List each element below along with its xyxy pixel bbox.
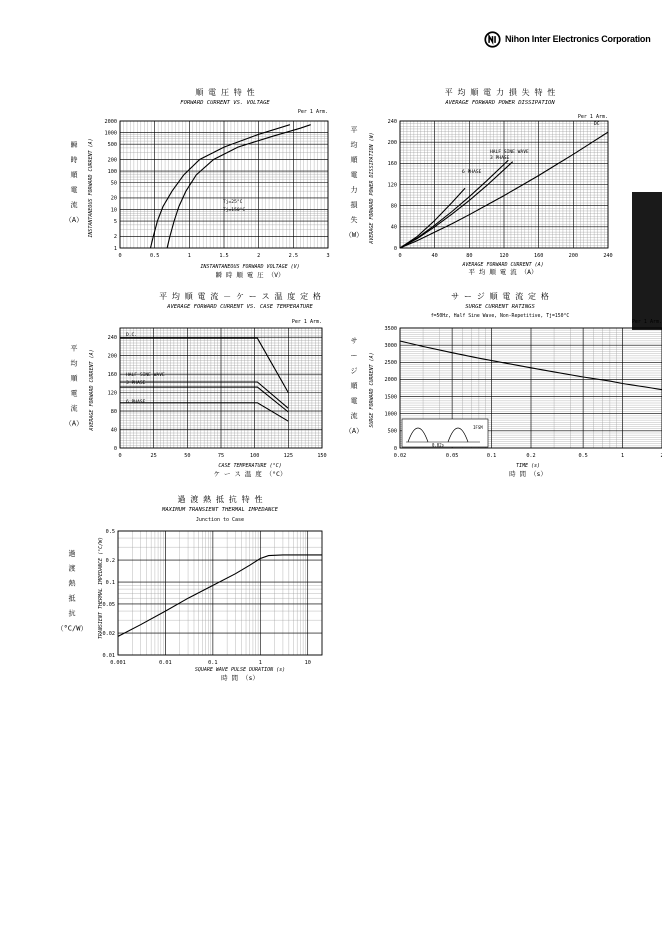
x-axis-label-jp: 平 均 順 電 流 （A）	[468, 268, 538, 276]
x-tick-label: 0.001	[110, 660, 126, 666]
y-label-char: 電	[70, 389, 78, 398]
chart-note: Per 1 Arm.	[291, 319, 322, 325]
x-tick-label: 3	[326, 253, 330, 259]
y-label-char: 均	[350, 141, 358, 149]
x-tick-label: 125	[283, 453, 294, 459]
y-tick-label: 0.01	[102, 652, 115, 659]
y-label-char: （A）	[344, 427, 364, 435]
y-label-char: 抗	[68, 609, 76, 618]
y-axis-label-jp	[345, 126, 363, 239]
x-tick-label: 25	[150, 453, 157, 459]
y-axis-label-jp	[57, 549, 88, 633]
y-tick-label: 40	[390, 224, 397, 231]
x-axis-label: SQUARE WAVE PULSE DURATION (s)	[194, 667, 286, 673]
x-tick-label: 0.1	[208, 660, 218, 666]
y-axis-label: AVERAGE FORWARD POWER DISSIPATION (W)	[369, 132, 375, 244]
x-axis-label-jp: 時 間 （s）	[509, 470, 547, 478]
tj-25-label: Tj=25°C	[223, 200, 243, 205]
y-tick-label: 80	[110, 408, 117, 415]
x-tick-label: 100	[249, 453, 260, 459]
y-axis-label: INSTANTANEOUS FORWARD CURRENT (A)	[88, 138, 94, 238]
x-tick-label: 240	[603, 253, 613, 259]
x-tick-label: 0.1	[486, 453, 497, 459]
x-axis-label: AVERAGE FORWARD CURRENT (A)	[462, 262, 544, 268]
x-axis-label-jp: ケ ー ス 温 度 （°C）	[213, 470, 287, 478]
y-tick-label: 5	[113, 218, 117, 225]
y-axis-label: TRANSIENT THERMAL IMPEDANCE (°C/W)	[98, 536, 104, 640]
y-label-char: 均	[70, 359, 78, 368]
y-tick-label: 10	[110, 207, 117, 214]
x-tick-label: 40	[431, 253, 438, 259]
y-axis-label-jp	[65, 140, 83, 224]
y-tick-label: 3500	[384, 325, 397, 332]
y-tick-label: 50	[110, 180, 117, 187]
y-tick-label: 40	[110, 427, 117, 434]
y-tick-label: 200	[387, 139, 397, 146]
x-tick-label: 1	[187, 253, 191, 259]
y-label-char: 失	[350, 216, 358, 224]
y-label-char: 流	[350, 412, 358, 420]
chart-subtitle: Junction to Case	[195, 517, 245, 523]
y-label-char: ジ	[350, 367, 358, 375]
y-tick-label: 2	[113, 234, 117, 241]
y-label-char: 順	[350, 382, 358, 390]
x-axis-label: CASE TEMPERATURE (°C)	[218, 463, 282, 469]
y-tick-label: 20	[110, 195, 117, 202]
y-tick-label: 0	[113, 445, 117, 452]
x-tick-label: 75	[217, 453, 225, 459]
y-tick-label: 3000	[384, 342, 397, 349]
y-tick-label: 120	[107, 390, 117, 397]
y-axis-label-jp	[345, 337, 363, 435]
peak-label: IFSM	[473, 425, 483, 430]
x-axis-label-jp: 瞬 時 順 電 圧 （V）	[215, 271, 285, 279]
y-label-char: （A）	[64, 216, 84, 224]
x-tick-label: 1.5	[219, 253, 229, 259]
waveform-inset	[402, 419, 488, 447]
company-logo-icon	[484, 31, 501, 48]
y-tick-label: 80	[390, 203, 397, 210]
y-tick-label: 160	[107, 371, 117, 378]
y-tick-label: 1000	[104, 130, 117, 137]
x-tick-label: 0	[118, 253, 122, 259]
chart-title-jp: 順 電 圧 特 性	[195, 88, 255, 97]
x-tick-label: 2.5	[288, 253, 299, 259]
y-tick-label: 120	[387, 182, 397, 189]
plot-area	[103, 529, 323, 666]
chart-title-jp: 平 均 順 電 力 損 失 特 性	[444, 88, 556, 97]
y-label-char: 熱	[68, 579, 76, 588]
y-label-char: （°C/W）	[56, 624, 88, 633]
x-tick-label: 1	[621, 453, 625, 459]
y-label-char: 平	[350, 126, 358, 134]
chart-title: FORWARD CURRENT VS. VOLTAGE	[180, 100, 270, 106]
y-axis-label: SURGE FORWARD CURRENT (A)	[369, 352, 375, 428]
chart-title: MAXIMUM TRANSIENT THERMAL IMPEDANCE	[162, 507, 278, 513]
x-tick-label: 0.5	[149, 253, 160, 259]
y-tick-label: 0	[393, 445, 397, 452]
y-tick-label: 0.2	[105, 557, 115, 564]
y-label-char: 順	[70, 171, 78, 179]
y-tick-label: 1000	[384, 411, 397, 418]
x-tick-label: 0.5	[578, 453, 588, 459]
y-tick-label: 100	[107, 168, 117, 175]
series-line	[400, 162, 513, 248]
chart-title: SURGE CURRENT RATINGS	[465, 304, 535, 310]
y-tick-label: 0.02	[102, 630, 115, 637]
x-tick-label: 0.2	[526, 453, 536, 459]
x-tick-label: 80	[466, 253, 473, 259]
section-tab	[632, 192, 662, 330]
y-axis-label: AVERAGE FORWARD CURRENT (A)	[89, 349, 95, 431]
y-label-char: 順	[350, 156, 358, 164]
x-tick-label: 160	[533, 253, 544, 259]
chart-title: AVERAGE FORWARD CURRENT VS. CASE TEMPERATURE	[167, 304, 313, 310]
chart-power-dissipation	[340, 83, 630, 283]
y-tick-label: 500	[387, 428, 397, 435]
y-tick-label: 240	[387, 118, 397, 125]
six-phase-label: 6 PHASE	[126, 400, 146, 405]
y-label-char: 瞬	[70, 141, 78, 149]
y-tick-label: 240	[107, 335, 117, 342]
period-label: 0.02s	[431, 442, 445, 448]
y-tick-label: 2000	[384, 377, 397, 384]
series-line	[118, 555, 322, 637]
chart-note: Per 1 Arm.	[577, 114, 608, 120]
chart-case-temperature	[60, 290, 350, 485]
chart-forward-voltage	[60, 83, 350, 283]
y-tick-label: 200	[107, 353, 117, 360]
y-label-char: 電	[350, 397, 358, 405]
company-brand	[484, 31, 651, 47]
y-label-char: （W）	[344, 231, 364, 239]
x-tick-label: 150	[317, 453, 327, 459]
tj-150-label: Tj=150°C	[223, 208, 246, 213]
y-label-char: 抵	[68, 594, 76, 603]
y-tick-label: 160	[387, 161, 397, 168]
x-tick-label: 10	[304, 660, 311, 666]
chart-subtitle: f=50Hz, Half Sine Wave, Non-Repetitive, Tj=150°C	[430, 314, 570, 319]
y-label-char: 流	[70, 201, 78, 209]
x-axis-label-jp: 時 間 （s）	[221, 674, 259, 682]
series-line	[400, 188, 465, 248]
six-phase-label: 6 PHASE	[462, 170, 482, 175]
x-tick-label: 2	[257, 253, 261, 259]
y-label-char: サ	[350, 337, 358, 345]
y-tick-label: 1500	[384, 394, 397, 401]
y-tick-label: 0	[393, 245, 397, 252]
x-tick-label: 0	[118, 453, 122, 459]
x-axis-label: INSTANTANEOUS FORWARD VOLTAGE (V)	[200, 264, 300, 270]
half-sine-label: HALF SINE WAVE	[126, 373, 165, 378]
chart-title: AVERAGE FORWARD POWER DISSIPATION	[445, 100, 555, 106]
y-label-char: 流	[70, 404, 78, 413]
y-tick-label: 0.1	[105, 579, 115, 586]
y-label-char: ー	[350, 352, 358, 360]
chart-title-jp: サ ー ジ 順 電 流 定 格	[451, 292, 549, 301]
chart-title-jp: 平 均 順 電 流 － ケ ー ス 温 度 定 格	[159, 292, 321, 301]
company-name: Nihon Inter Electronics Corporation	[505, 34, 651, 44]
y-label-char: 渡	[68, 564, 76, 573]
y-label-char: （A）	[64, 419, 84, 428]
x-tick-label: 1	[258, 660, 262, 666]
y-label-char: 過	[68, 549, 76, 558]
plot-area	[385, 326, 662, 459]
dc-label: D.C.	[126, 333, 138, 338]
x-tick-label: 0.02	[393, 453, 407, 459]
chart-surge-current	[340, 290, 662, 485]
plot-frame	[118, 531, 322, 655]
half-sine-label: HALF SINE WAVE	[490, 150, 529, 155]
plot-area	[388, 119, 613, 259]
x-tick-label: 120	[499, 253, 509, 259]
three-phase-label: 3 PHASE	[126, 381, 146, 386]
chart-thermal-impedance	[56, 493, 350, 688]
x-axis-label: TIME (s)	[515, 463, 541, 469]
y-label-char: 電	[350, 171, 358, 179]
x-tick-label: 200	[568, 253, 579, 259]
dc-label: DC	[594, 122, 600, 127]
y-axis-label-jp	[65, 345, 83, 428]
y-tick-label: 500	[107, 141, 117, 148]
x-tick-label: 0.01	[159, 660, 172, 666]
y-label-char: 順	[70, 374, 78, 383]
x-tick-label: 50	[184, 453, 191, 459]
plot-area	[105, 119, 330, 259]
y-tick-label: 2500	[384, 360, 397, 367]
x-tick-label: 0.05	[445, 453, 459, 459]
x-tick-label: 0	[398, 253, 402, 259]
y-tick-label: 0.5	[105, 528, 115, 535]
y-tick-label: 1	[113, 245, 117, 252]
y-label-char: 時	[70, 156, 78, 164]
y-label-char: 力	[350, 186, 358, 194]
chart-title-jp: 過 渡 熱 抵 抗 特 性	[177, 495, 263, 504]
y-label-char: 電	[70, 186, 78, 194]
three-phase-label: 3 PHASE	[490, 156, 510, 161]
chart-note: Per 1 Arm.	[297, 109, 328, 115]
y-tick-label: 0.05	[102, 601, 115, 608]
y-label-char: 平	[70, 344, 78, 353]
y-label-char: 損	[350, 201, 358, 209]
plot-area	[108, 328, 327, 459]
chart-note: Per 1 Arm.	[631, 319, 662, 325]
y-tick-label: 2000	[104, 118, 117, 125]
y-tick-label: 200	[107, 157, 117, 164]
